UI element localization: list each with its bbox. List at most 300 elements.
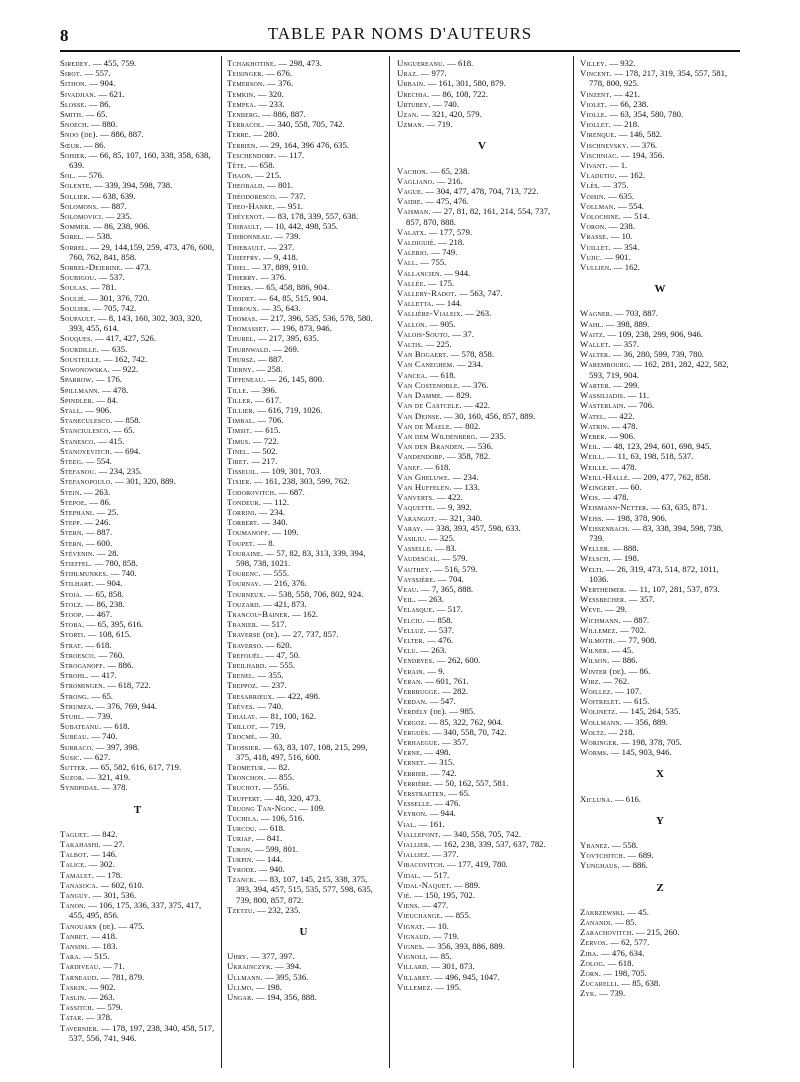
author-name: Verstraeten. <box>397 788 447 799</box>
index-entry: Vallière-Vialeix. — 263. <box>397 308 492 319</box>
author-name: Steeg. <box>60 455 84 466</box>
index-entry: Tisseuil. — 109, 301, 703. <box>227 466 322 477</box>
author-name: Stanesco. <box>60 435 96 446</box>
section-letter-t: T <box>133 803 142 816</box>
author-name: Van den Branden. <box>397 441 465 452</box>
author-name: Voron. <box>580 221 607 232</box>
index-entry: Vidal-Naquet. — 889. <box>397 879 481 890</box>
author-name: Xicluna. <box>580 793 613 804</box>
author-name: Zolog. <box>580 957 606 968</box>
index-entry: Verbrugge. — 282. <box>397 685 469 696</box>
author-name: Sorel. <box>60 231 84 242</box>
author-name: Ybanez. <box>580 840 610 851</box>
author-name: Vasselle. <box>397 543 433 554</box>
author-name: Spindler. <box>60 394 95 405</box>
index-entry: Weller. — 888. <box>580 543 639 554</box>
author-name: Ullmo. <box>227 981 254 992</box>
page-title: TABLE PAR NOMS D'AUTEURS <box>267 24 533 43</box>
author-name: Vialliez. <box>397 849 431 860</box>
index-entry: Stoba. — 65, 395, 616. <box>60 619 144 630</box>
author-name: Winter (de). <box>580 665 627 676</box>
author-name: Wollmann. <box>580 716 623 727</box>
author-name: Vallancien. <box>397 267 442 278</box>
index-entry: Ziba. — 476, 634. <box>580 947 645 958</box>
index-entry: Traverse (de). — 27, 737, 857. <box>227 629 339 640</box>
author-name: Truchot. <box>227 782 261 793</box>
index-entry: Weismann-Netter. — 63, 635, 871. <box>580 502 708 513</box>
index-entry: Stefanopoulo. — 301, 320, 889. <box>60 476 176 487</box>
index-entry: Teisinger. — 676. <box>227 68 293 79</box>
index-entry: Stieffel. — 780, 858. <box>60 557 138 568</box>
author-name: Tête. <box>227 160 247 171</box>
section-letter-v: V <box>478 140 486 153</box>
author-name: Treilhard. <box>227 659 267 670</box>
author-name: Uzan. <box>397 109 419 120</box>
index-entry: Wilner. — 45. <box>580 645 634 656</box>
index-entry: Truffert. — 48, 320, 473. <box>227 792 321 803</box>
author-name: Villemez. <box>397 981 433 992</box>
author-name: Sol. <box>60 170 76 181</box>
index-entry: Stromingen. — 618, 722. <box>60 680 151 691</box>
index-entry: Worms. — 145, 903, 946. <box>580 747 672 758</box>
author-name: Touzard. <box>227 598 262 609</box>
author-name: Stein. <box>60 486 82 497</box>
index-entry: Tardiveau. — 71. <box>60 961 125 972</box>
author-name: Turiaf. <box>227 833 254 844</box>
index-entry: Tresarrieux. — 422, 498. <box>227 690 321 701</box>
index-entry: Van de Maele. — 802. <box>397 420 481 431</box>
index-entry: Suzor. — 321, 419. <box>60 772 131 783</box>
index-entry: Thaon. — 215. <box>227 170 282 181</box>
author-name: Taguet. <box>60 828 90 839</box>
index-entry: Weiss. — 198, 378, 906. <box>580 512 667 523</box>
index-entry: Wallet. — 357. <box>580 339 639 350</box>
author-name: Vignaud. <box>397 930 431 941</box>
index-entry: Terracol. — 340, 558, 705, 742. <box>227 119 345 130</box>
index-entry: Steeg. — 554. <box>60 455 112 466</box>
index-entry: Varay. — 338, 393, 457, 598, 633. <box>397 522 521 533</box>
author-name: Sparrow. <box>60 374 94 385</box>
author-name: Stolz. <box>60 598 84 609</box>
author-name: Zorn. <box>580 968 602 979</box>
author-name: Stuhl. <box>60 711 85 721</box>
author-name: Villey. <box>580 58 608 68</box>
author-name: Sohier. <box>60 149 87 160</box>
author-name: Terre. <box>227 129 252 140</box>
author-name: Thieffry. <box>227 251 261 262</box>
author-name: Thiroux. <box>227 302 260 313</box>
index-entry: Vuillet. — 354. <box>580 241 640 252</box>
author-name: Varay. <box>397 522 424 533</box>
author-name: Storti. <box>60 629 86 640</box>
index-entry: Tinel. — 502. <box>227 445 278 456</box>
author-name: Thévenot. <box>227 211 265 222</box>
author-name: Trocmé. <box>227 731 258 742</box>
author-name: Tara. <box>60 951 82 962</box>
author-name: Vischnevsky. <box>580 139 629 150</box>
index-entry: Sohier. — 66, 85, 107, 160, 338, 358, 638, 639. <box>60 149 211 171</box>
author-name: Strohl. <box>60 670 89 681</box>
author-name: Solomovici. <box>60 211 104 222</box>
author-name: Velter. <box>397 634 425 645</box>
author-name: Worms. <box>580 747 609 758</box>
index-entry: Vallancien. — 944. <box>397 267 471 278</box>
author-name: Tierny. <box>227 364 255 375</box>
author-name: Turon. <box>227 843 253 854</box>
index-entry: Trocmé. — 30. <box>227 731 282 742</box>
index-entry: Sœur. — 86. <box>60 139 106 150</box>
index-entry: Valtis. — 225. <box>397 339 452 350</box>
author-name: Vanverts. <box>397 492 435 503</box>
index-entry: Tanouarn (de). — 475. <box>60 920 145 931</box>
index-entry: Sparrow. — 176. <box>60 374 122 385</box>
index-entry: Stoop. — 467. <box>60 608 112 619</box>
author-name: Weismann-Netter. <box>580 502 649 513</box>
author-name: Uraz. <box>397 68 419 79</box>
author-name: Van Damme. <box>397 390 444 401</box>
index-entry: Solomons. — 887. <box>60 200 127 211</box>
index-entry: Veil. — 263. <box>397 594 445 605</box>
author-name: Stefanou. <box>60 466 97 477</box>
index-entry: Vayssière. — 704. <box>397 573 464 584</box>
author-name: Vibacovitch. <box>397 859 445 870</box>
index-entry: Vasselle. — 83. <box>397 543 457 554</box>
index-entry: Vignat. — 10. <box>397 920 449 931</box>
author-name: Trefouël. <box>227 649 264 660</box>
author-name: Soulas. <box>60 282 89 293</box>
index-entry: Storti. — 108, 615. <box>60 629 132 640</box>
index-entry: Urtubey. — 740. <box>397 98 459 109</box>
index-entry: Verne. — 498. <box>397 747 451 758</box>
index-entry: Tanret. — 418. <box>60 930 118 941</box>
index-entry: Talice. — 302. <box>60 859 115 870</box>
index-entry: Syndpidas. — 378. <box>60 782 128 793</box>
index-entry: Soubigou. — 537. <box>60 272 125 283</box>
author-name: Zakrzewski. <box>580 906 626 917</box>
index-entry: Thomas. — 217, 396, 535, 536, 578, 580. <box>227 313 373 324</box>
author-name: Tarneaud. <box>60 971 99 982</box>
author-name: Siredey. <box>60 58 91 68</box>
author-name: Stroesco. <box>60 649 97 660</box>
author-name: Viollet. <box>580 119 612 130</box>
author-name: Stall. <box>60 404 84 415</box>
author-name: Valois-Souto. <box>397 328 450 339</box>
index-entry: Stepp. — 246. <box>60 517 111 528</box>
author-name: Timbal. <box>227 415 256 426</box>
index-entry: Volochine. — 514. <box>580 211 650 222</box>
index-entry: Vidal. — 517. <box>397 869 450 880</box>
author-name: Vaidie. <box>397 196 424 207</box>
author-name: Vincent. <box>580 68 613 79</box>
index-entry: Woringer. — 198, 378, 705. <box>580 737 682 747</box>
author-name: Verne. <box>397 747 423 758</box>
author-name: Solente. <box>60 180 92 191</box>
index-entry: Valois-Souto. — 37. <box>397 328 474 339</box>
index-entry: Sithon. — 904. <box>60 78 116 89</box>
index-entry: Tassitch. — 579. <box>60 1002 123 1013</box>
index-entry: Vladutiu. — 162. <box>580 170 646 181</box>
index-entry: Trefouël. — 47, 50. <box>227 649 301 660</box>
index-entry: Van dem Wildenberg. — 235. <box>397 430 506 441</box>
index-entry: Thurnwald. — 269. <box>227 343 300 354</box>
index-entry: Villemez. — 195. <box>397 981 462 992</box>
index-entry: Vagliano. — 216. <box>397 175 463 186</box>
author-name: Valerio. <box>397 247 430 258</box>
author-name: Sowonowska. <box>60 364 110 375</box>
index-entry: Ukrainczyk. — 394. <box>227 961 302 972</box>
author-name: Vergués. <box>397 726 431 737</box>
index-entry: Tuchila. — 106, 516. <box>227 813 305 824</box>
index-entry: Vachon. — 65, 238. <box>397 165 470 176</box>
index-entry: Stolz. — 86, 238. <box>60 598 125 609</box>
index-entry: Sousteille. — 162, 742. <box>60 353 148 364</box>
index-entry: Tourenc. — 555. <box>227 568 289 579</box>
index-entry: Vallon. — 905. <box>397 318 456 329</box>
index-entry: Weissenbach. — 83, 338, 394, 598, 738, 739. <box>580 522 724 543</box>
author-name: Vidal. <box>397 869 421 880</box>
index-entry: Wolinetz. — 145, 264, 535. <box>580 706 681 717</box>
index-entry: Tanon. — 106, 175, 336, 337, 375, 417, 455, 495, 856. <box>60 900 202 921</box>
author-name: Yunghaus. <box>580 860 620 871</box>
author-name: Veran. <box>397 675 423 686</box>
index-entry: Weis. — 478. <box>580 492 629 503</box>
author-name: Wilson. <box>580 655 610 666</box>
author-name: Thaon. <box>227 170 254 181</box>
index-entry: Vergués. — 340, 558, 70, 742. <box>397 726 507 737</box>
index-entry: Velu. — 263. <box>397 645 447 656</box>
index-entry: Tronchon. — 855. <box>227 772 295 783</box>
column-divider <box>573 56 574 1068</box>
author-name: Vivant. <box>580 160 608 171</box>
index-entry: Weve. — 29. <box>580 604 627 615</box>
author-name: Vachon. <box>397 165 429 176</box>
index-entry: Viens. — 477. <box>397 900 449 911</box>
index-entry: Vesselle. — 476. <box>397 798 461 809</box>
index-entry: Taguet. — 842. <box>60 828 118 839</box>
index-entry: Zanandi. — 85. <box>580 917 637 928</box>
author-name: Woillez. <box>580 685 613 696</box>
index-entry: Theo-Hanke. — 951. <box>227 200 304 211</box>
author-name: Tournay. <box>227 578 262 589</box>
index-entry: Smith. — 65. <box>60 109 108 120</box>
index-entry: Vinzent. — 421. <box>580 88 640 99</box>
index-entry: Vancea. — 618. <box>397 369 456 380</box>
author-name: Wessbecher. <box>580 594 627 605</box>
index-entry: Takahashi. — 27. <box>60 839 125 850</box>
author-name: Watel. <box>580 410 607 421</box>
index-entry: Stanciulesco. — 65. <box>60 425 135 436</box>
index-entry: Woillez. — 107. <box>580 685 642 696</box>
index-entry: Weill-Hallé. — 209, 477, 762, 858. <box>580 471 711 482</box>
index-entry: Tiret. — 217. <box>227 455 278 466</box>
author-name: Tanon. <box>60 900 87 911</box>
author-name: Vayssière. <box>397 573 436 584</box>
author-name: Vancea. <box>397 369 428 380</box>
author-name: Thurel. <box>227 333 256 344</box>
index-entry: Stanoyevitch. — 694. <box>60 445 141 456</box>
index-entry: Viallier. — 162, 238, 339, 537, 637, 782. <box>397 839 546 850</box>
index-entry: Villaret. — 496, 945, 1047. <box>397 971 500 982</box>
author-name: Tiffeneau. <box>227 374 266 385</box>
author-name: Wolinetz. <box>580 706 618 717</box>
index-entry: Tourneux. — 538, 558, 706, 802, 924. <box>227 588 364 599</box>
index-entry: Walter. — 36, 280, 599, 739, 780. <box>580 349 704 360</box>
author-name: Tatar. <box>60 1012 84 1023</box>
author-name: Stepp. <box>60 517 83 528</box>
index-entry: Torbert. — 340. <box>227 517 288 528</box>
author-name: Weiss. <box>580 512 604 523</box>
index-entry: Van Caneghem. — 234. <box>397 359 483 370</box>
index-entry: Vialliez. — 377. <box>397 849 459 860</box>
index-entry: Trialat. — 81, 100, 162. <box>227 711 317 721</box>
index-entry: Violet. — 66, 238. <box>580 98 649 109</box>
author-name: Stilhart. <box>60 578 95 589</box>
index-entry: Vaudescal. — 579. <box>397 553 468 564</box>
index-entry: Velter. — 476. <box>397 634 454 645</box>
author-name: Tenberg. <box>227 109 261 120</box>
author-name: Sollier. <box>60 190 90 201</box>
author-name: Violle. <box>580 109 608 120</box>
author-name: Théodoresco. <box>227 190 278 201</box>
author-name: Veil. <box>397 594 416 605</box>
index-entry: Woltz. — 218. <box>580 726 635 737</box>
index-column-3 <box>397 58 567 1070</box>
author-name: Tronchon. <box>227 772 266 783</box>
author-name: Stroganoff. <box>60 659 106 670</box>
author-name: Strong. <box>60 690 90 701</box>
index-entry: Snoech. — 880. <box>60 119 118 130</box>
author-name: Stihlmunkes. <box>60 568 109 579</box>
author-name: Viens. <box>397 900 420 911</box>
author-name: Terracol. <box>227 119 265 130</box>
author-name: Suzor. <box>60 772 85 783</box>
section-letter-x: X <box>656 768 664 781</box>
author-name: Talbot. <box>60 849 89 860</box>
index-entry: Toupet. — 8. <box>227 537 275 548</box>
index-entry: Waitz. — 109, 238, 299, 906, 946. <box>580 328 703 339</box>
author-name: Sirot. <box>60 68 83 79</box>
index-entry: Terre. — 280. <box>227 129 280 140</box>
author-name: Tille. <box>227 384 249 395</box>
index-entry: Verdély (de). — 985. <box>397 706 476 717</box>
column-divider <box>221 56 222 1068</box>
author-name: Touraine. <box>227 547 264 558</box>
index-entry: Sollier. — 638, 639. <box>60 190 136 201</box>
author-name: Urechia. <box>397 88 430 99</box>
index-entry: Zarachovitch. — 215, 260. <box>580 927 680 938</box>
index-entry: Vivant. — 1. <box>580 160 628 171</box>
index-entry: Tranier. — 517. <box>227 619 287 630</box>
index-entry: Winter (de). — 86. <box>580 665 651 676</box>
index-entry: Warter. — 299. <box>580 379 640 390</box>
author-name: Woitrelet. <box>580 696 622 707</box>
author-name: Susic. <box>60 751 82 762</box>
author-name: Tresarrieux. <box>227 690 275 701</box>
author-name: Viallefont. <box>397 828 441 839</box>
index-entry: Tillier. — 616, 719, 1026. <box>227 404 323 415</box>
author-name: Violet. <box>580 98 608 109</box>
index-entry: Van den Branden. — 536. <box>397 441 494 452</box>
index-entry: Violle. — 63, 354, 580, 780. <box>580 109 684 120</box>
author-name: Stern. <box>60 527 84 538</box>
author-name: Traverse (de). <box>227 629 280 640</box>
author-name: Velluz. <box>397 624 426 635</box>
author-name: Sommer. <box>60 221 92 232</box>
author-name: Woringer. <box>580 737 619 747</box>
author-name: Verbrugge. <box>397 685 440 696</box>
author-name: Verrier. <box>397 767 429 778</box>
author-name: Vial. <box>397 818 417 829</box>
index-entry: Ybanez. — 558. <box>580 840 639 851</box>
index-entry: Sourdille. — 635. <box>60 343 128 354</box>
index-entry: Tara. — 515. <box>60 951 110 962</box>
author-name: Vendryes. <box>397 655 435 666</box>
index-entry: Weingert. — 60. <box>580 481 642 492</box>
index-entry: Thomasset. — 196, 873, 946. <box>227 323 332 334</box>
index-entry: Timbal. — 706. <box>227 415 284 426</box>
author-name: Valatx. <box>397 226 427 237</box>
index-entry: Terrien. — 29, 164, 396 476, 635. <box>227 139 349 150</box>
index-column-1 <box>60 58 215 1070</box>
author-name: Warter. <box>580 379 612 390</box>
page-number: 8 <box>60 26 69 45</box>
author-name: Sœur. <box>60 139 82 150</box>
index-entry: Touraine. — 57, 82, 83, 313, 339, 394, 598, 738, 1021. <box>227 547 366 568</box>
index-entry: Voisin. — 635. <box>580 190 635 201</box>
index-entry: Urbain. — 161, 301, 580, 879. <box>397 78 506 89</box>
index-entry: Vullien. — 162. <box>580 262 640 273</box>
index-entry: Thierry. — 376. <box>227 272 287 283</box>
index-entry: Soulas. — 781. <box>60 282 117 293</box>
author-name: Verhaegue. <box>397 737 440 747</box>
index-entry: Tavernier. — 178, 197, 238, 340, 458, 517, 537, 556, 741, 946. <box>60 1022 215 1043</box>
author-name: Weill-Hallé. <box>580 471 631 482</box>
index-entry: Stroganoff. — 886. <box>60 659 134 670</box>
index-entry: Stefanou. — 234, 235. <box>60 466 142 477</box>
author-name: Zucarelli. <box>580 978 620 989</box>
author-name: Valtis. <box>397 339 424 350</box>
index-entry: Vallery-Radot. — 563, 747. <box>397 288 503 299</box>
index-entry: Veyron. — 944. <box>397 808 456 819</box>
index-entry: Strat. — 618. <box>60 639 112 650</box>
author-name: Wagner. <box>580 308 613 319</box>
author-name: Zarachovitch. <box>580 927 634 938</box>
index-entry: Vague. — 304, 477, 478, 704, 713, 722. <box>397 186 539 197</box>
index-entry: Timsit. — 615. <box>227 425 281 436</box>
index-entry: Vaisman. — 27, 81, 82, 161, 214, 554, 737, 857, 870, 888. <box>397 206 551 227</box>
index-entry: Viollet. — 218. <box>580 119 640 130</box>
index-entry: Treilhard. — 555. <box>227 659 296 670</box>
index-entry: Spindler. — 84. <box>60 394 119 405</box>
author-name: Ullmann. <box>227 971 263 982</box>
author-name: Virenque. <box>580 129 617 140</box>
author-name: Trèves. <box>227 700 255 711</box>
index-entry: Touzard. — 421, 873. <box>227 598 307 609</box>
author-name: Tzanck. <box>227 874 257 885</box>
author-name: Takahashi. <box>60 839 101 850</box>
index-entry: Thibonneau. — 739. <box>227 231 301 242</box>
author-name: Vandendorp. <box>397 451 445 462</box>
author-name: Van Deinse. <box>397 410 442 421</box>
author-name: Stern. <box>60 537 84 548</box>
section-letter-u: U <box>299 926 308 939</box>
author-name: Villaret. <box>397 971 433 982</box>
index-entry: Tchakhotine. — 298, 473. <box>227 58 322 68</box>
author-name: Stévenin. <box>60 547 95 558</box>
index-entry: Thibault. — 10, 442, 498, 535. <box>227 221 339 232</box>
author-name: Strumza. <box>60 700 94 711</box>
index-entry: Strohl. — 417. <box>60 670 117 681</box>
